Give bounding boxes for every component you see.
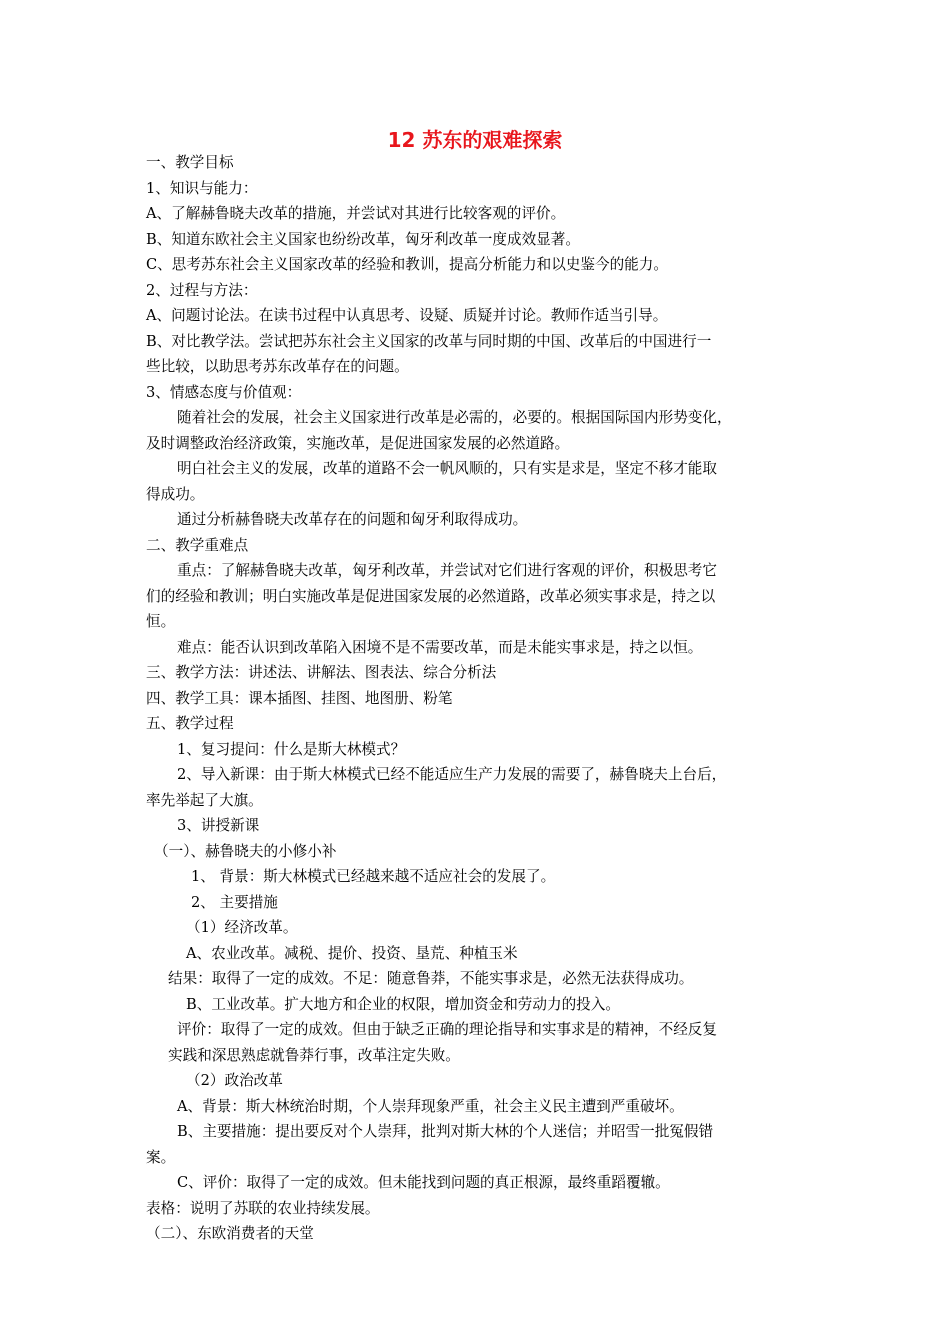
result-line: 结果：取得了一定的成效。不足：随意鲁莽，不能实事求是，必然无法获得成功。 bbox=[168, 970, 694, 987]
list-item: C、思考苏东社会主义国家改革的经验和教训，提高分析能力和以史鉴今的能力。 bbox=[146, 256, 668, 273]
paragraph-line: 重点：了解赫鲁晓夫改革，匈牙利改革，并尝试对它们进行客观的评价，积极思考它 bbox=[177, 562, 717, 579]
section-heading: 一、教学目标 bbox=[146, 154, 234, 171]
step-item: 2、导入新课：由于斯大林模式已经不能适应生产力发展的需要了，赫鲁晓夫上台后， bbox=[177, 766, 727, 783]
subheading: 2、过程与方法： bbox=[146, 281, 258, 299]
numbered-item: 2、 主要措施 bbox=[191, 893, 278, 911]
evaluation-line: 评价：取得了一定的成效。但由于缺乏正确的理论指导和实事求是的精神，不经反复 bbox=[177, 1021, 717, 1038]
list-item: A、农业改革。减税、提价、投资、垦荒、种植玉米 bbox=[186, 944, 518, 962]
paragraph-line: 得成功。 bbox=[146, 485, 205, 503]
list-item: A、背景：斯大林统治时期，个人崇拜现象严重，社会主义民主遭到严重破坏。 bbox=[177, 1097, 684, 1115]
paragraph-line: 恒。 bbox=[146, 613, 176, 630]
list-item: B、主要措施：提出要反对个人崇拜，批判对斯大林的个人迷信；并昭雪一批冤假错 bbox=[177, 1123, 714, 1140]
list-item: B、对比教学法。尝试把苏东社会主义国家的改革与同时期的中国、改革后的中国进行一 bbox=[146, 332, 712, 350]
section-heading: 三、教学方法：讲述法、讲解法、图表法、综合分析法 bbox=[146, 664, 497, 681]
list-item: B、工业改革。扩大地方和企业的权限，增加资金和劳动力的投入。 bbox=[186, 995, 620, 1013]
paragraph-line: 及时调整政治经济政策，实施改革，是促进国家发展的必然道路。 bbox=[146, 434, 570, 452]
numbered-item: （1）经济改革。 bbox=[186, 919, 298, 936]
evaluation-line: 实践和深思熟虑就鲁莽行事，改革注定失败。 bbox=[168, 1046, 460, 1064]
paragraph-line: 明白社会主义的发展，改革的道路不会一帆风顺的，只有实是求是，坚定不移才能取 bbox=[177, 460, 717, 477]
section-heading: 五、教学过程 bbox=[146, 715, 234, 732]
paragraph-line: 们的经验和教训；明白实施改革是促进国家发展的必然道路，改革必须实事求是，持之以 bbox=[146, 587, 716, 605]
paragraph-line: 随着社会的发展，社会主义国家进行改革是必需的，必要的。根据国际国内形势变化， bbox=[177, 409, 732, 426]
numbered-item: （2）政治改革 bbox=[186, 1072, 283, 1089]
section-heading: 二、教学重难点 bbox=[146, 536, 249, 554]
subheading: 1、知识与能力： bbox=[146, 179, 258, 197]
table-note: 表格：说明了苏联的农业持续发展。 bbox=[146, 1199, 380, 1217]
document-body bbox=[146, 150, 814, 1247]
paragraph-line: 通过分析赫鲁晓夫改革存在的问题和匈牙利取得成功。 bbox=[177, 511, 528, 528]
subheading: 3、情感态度与价值观： bbox=[146, 383, 302, 401]
step-item: 3、讲授新课 bbox=[177, 817, 260, 834]
subsection-heading: （一）、赫鲁晓夫的小修小补 bbox=[154, 842, 337, 860]
list-item: C、评价：取得了一定的成效。但未能找到问题的真正根源，最终重蹈覆辙。 bbox=[177, 1174, 670, 1191]
list-item: A、问题讨论法。在读书过程中认真思考、设疑、质疑并讨论。教师作适当引导。 bbox=[146, 307, 668, 324]
list-item-continuation: 案。 bbox=[146, 1148, 176, 1166]
paragraph-line: 难点：能否认识到改革陷入困境不是不需要改革，而是未能实事求是，持之以恒。 bbox=[177, 638, 703, 656]
step-item: 1、复习提问：什么是斯大林模式？ bbox=[177, 740, 406, 758]
subsection-heading: （二）、东欧消费者的天堂 bbox=[146, 1225, 314, 1242]
list-item: A、了解赫鲁晓夫改革的措施，并尝试对其进行比较客观的评价。 bbox=[146, 205, 566, 222]
list-item-continuation: 些比较，以助思考苏东改革存在的问题。 bbox=[146, 358, 409, 375]
section-heading: 四、教学工具：课本插图、挂图、地图册、粉笔 bbox=[146, 689, 453, 707]
page-title: 12 苏东的艰难探索 bbox=[387, 128, 563, 152]
list-item: B、知道东欧社会主义国家也纷纷改革，匈牙利改革一度成效显著。 bbox=[146, 230, 580, 248]
numbered-item: 1、 背景：斯大林模式已经越来越不适应社会的发展了。 bbox=[191, 868, 556, 885]
step-item-continuation: 率先举起了大旗。 bbox=[146, 791, 263, 809]
